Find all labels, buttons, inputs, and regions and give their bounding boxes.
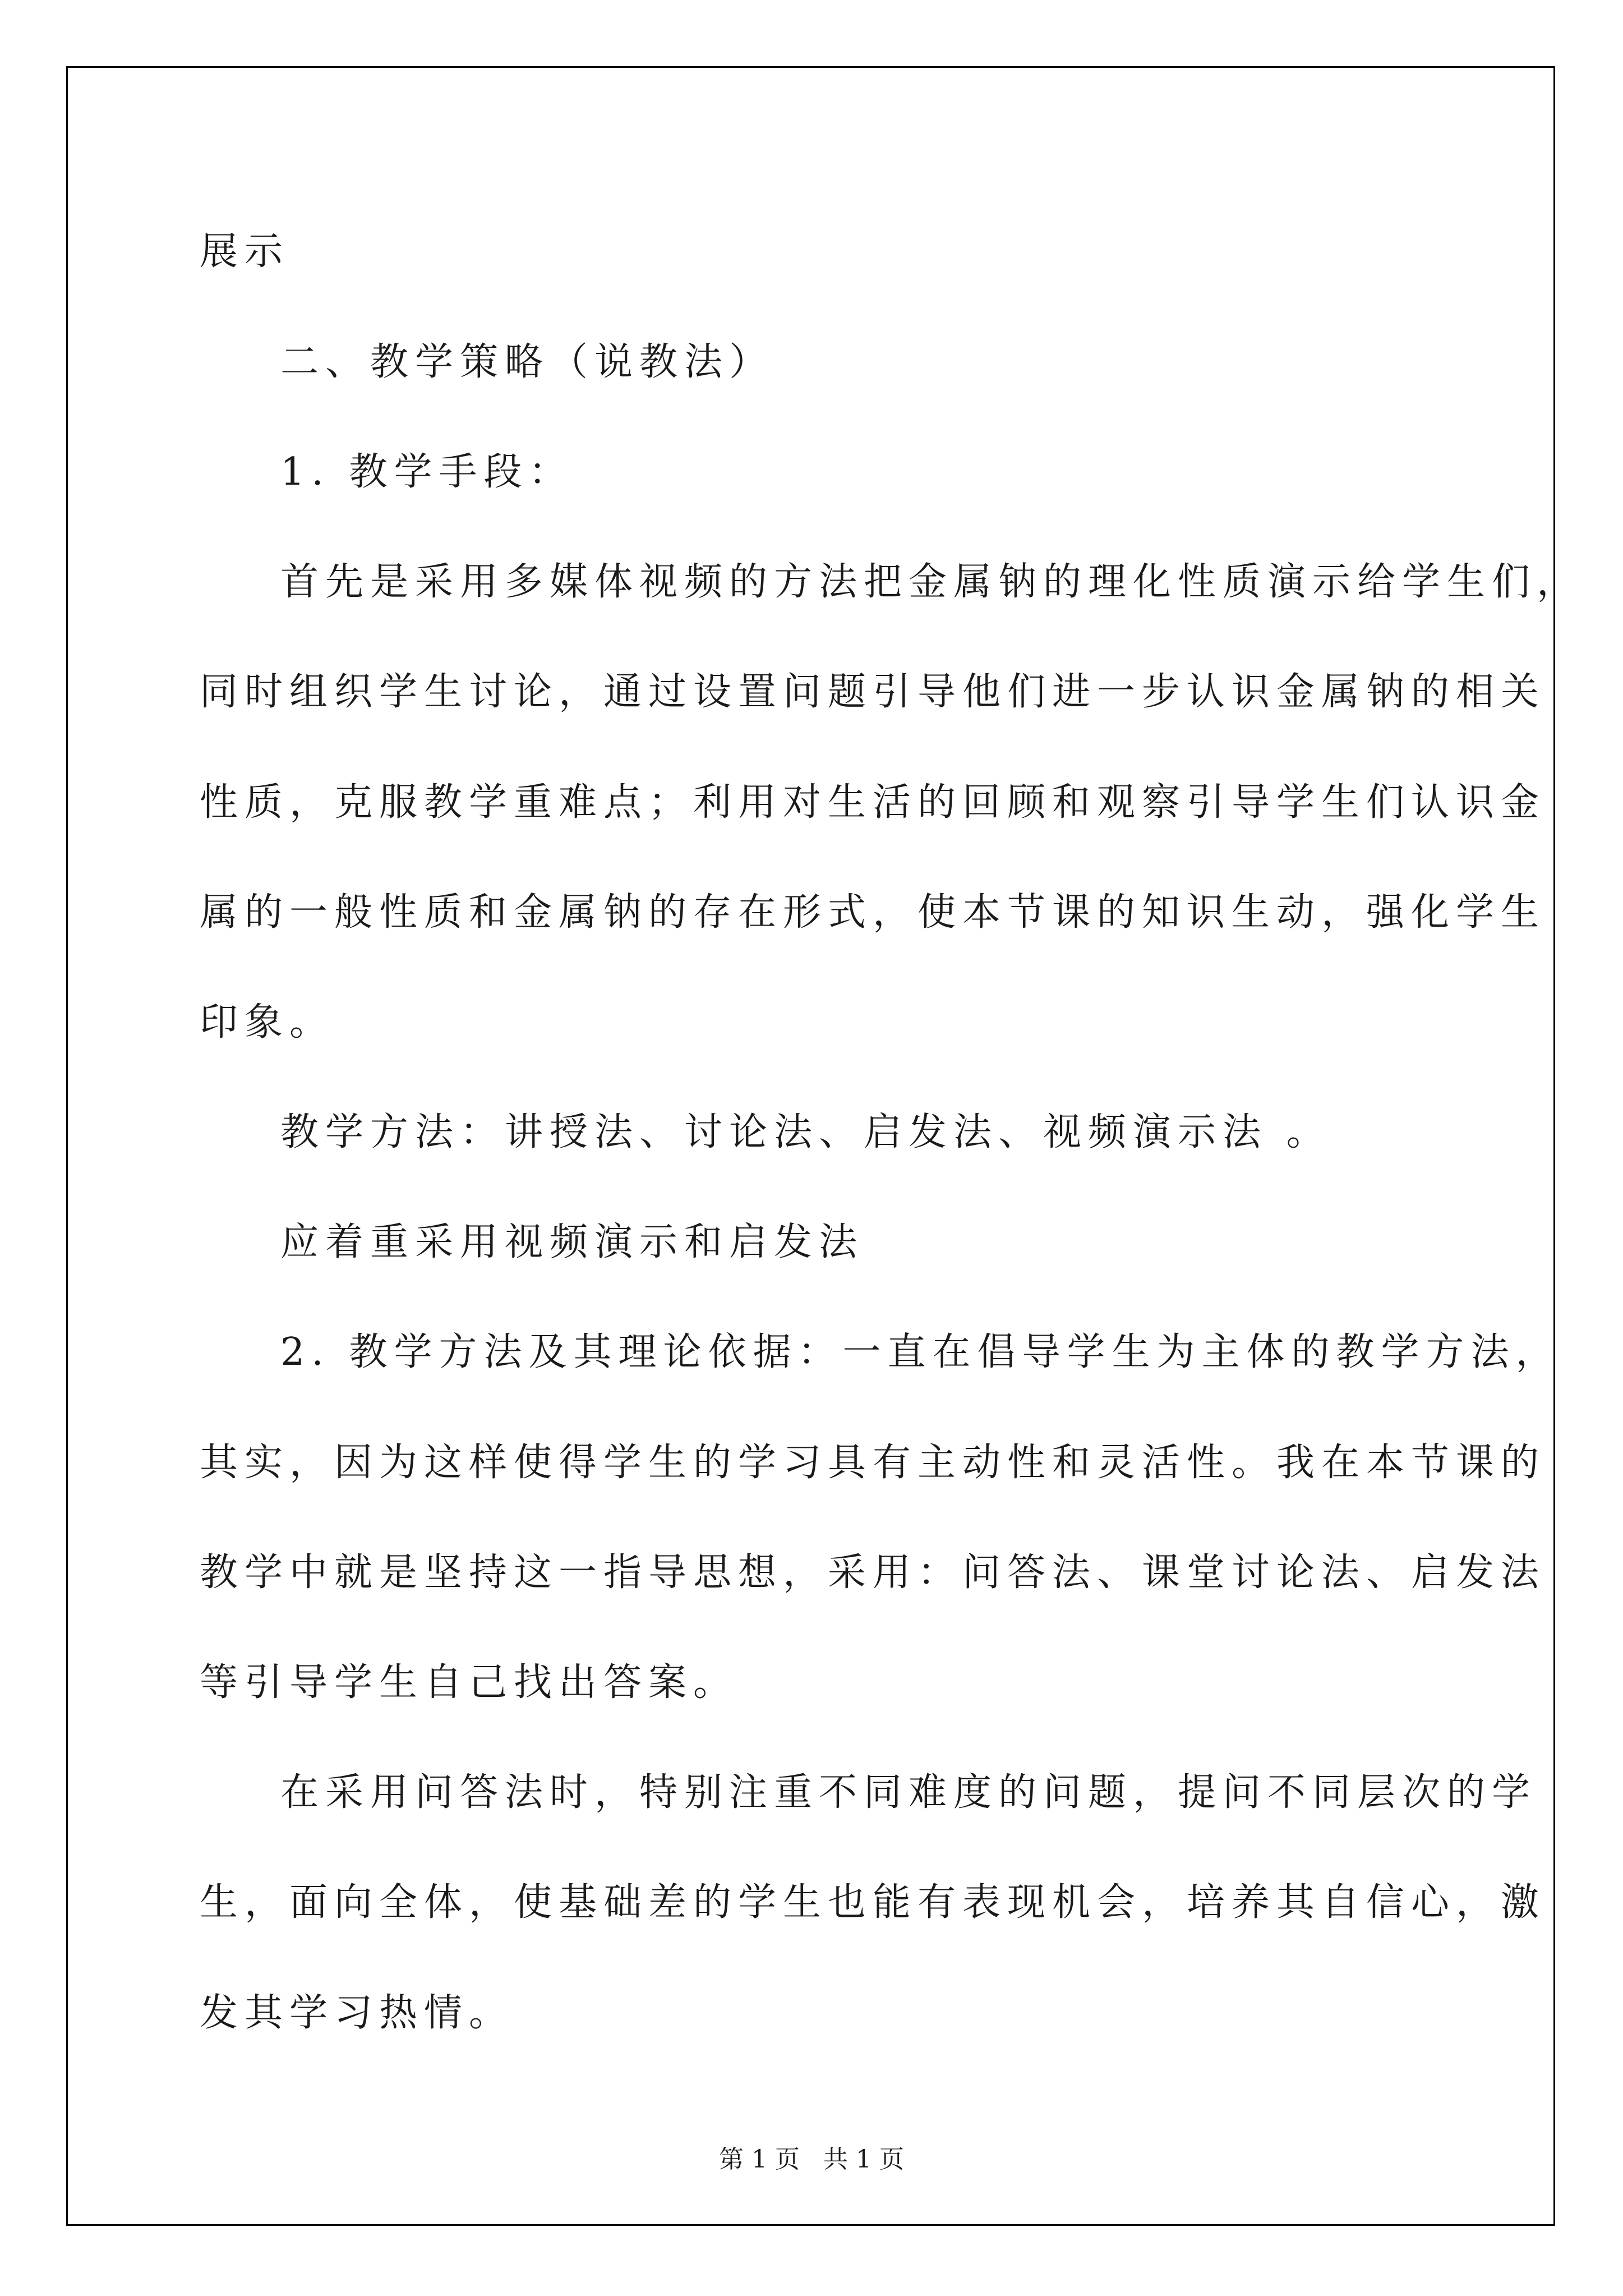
section-heading: 二、教学策略（说教法） [280,340,774,384]
text-line: 在采用问答法时，特别注重不同难度的问题，提问不同层次的学 [280,1770,1537,1815]
page-footer: 第 1 页 共 1 页 [719,2145,904,2174]
text-line: 发其学习热情。 [200,1991,514,2035]
text-line: 其实，因为这样使得学生的学习具有主动性和灵活性。我在本节课的 [200,1441,1546,1485]
text-line: 教学中就是坚持这一指导思想，采用：问答法、课堂讨论法、启发法 [200,1550,1546,1595]
text-line: 2. 教学方法及其理论依据：一直在倡导学生为主体的教学方法， [280,1330,1561,1374]
text-line: 同时组织学生讨论，通过设置问题引导他们进一步认识金属钠的相关 [200,670,1546,714]
text-line: 应着重采用视频演示和启发法 [280,1220,864,1264]
text-line: 属的一般性质和金属钠的存在形式，使本节课的知识生动，强化学生 [200,890,1546,935]
text-line: 首先是采用多媒体视频的方法把金属钠的理化性质演示给学生们， [280,560,1582,604]
text-line: 等引导学生自己找出答案。 [200,1660,739,1705]
text-line: 展示 [200,229,290,274]
text-line: 教学方法：讲授法、讨论法、启发法、视频演示法 。 [280,1110,1331,1154]
text-line: 性质，克服教学重难点；利用对生活的回顾和观察引导学生们认识金 [200,780,1546,825]
text-line: 生，面向全体，使基础差的学生也能有表现机会，培养其自信心，激 [200,1880,1546,1925]
text-line: 印象。 [200,1000,335,1045]
subsection-heading: 1. 教学手段： [280,450,574,494]
